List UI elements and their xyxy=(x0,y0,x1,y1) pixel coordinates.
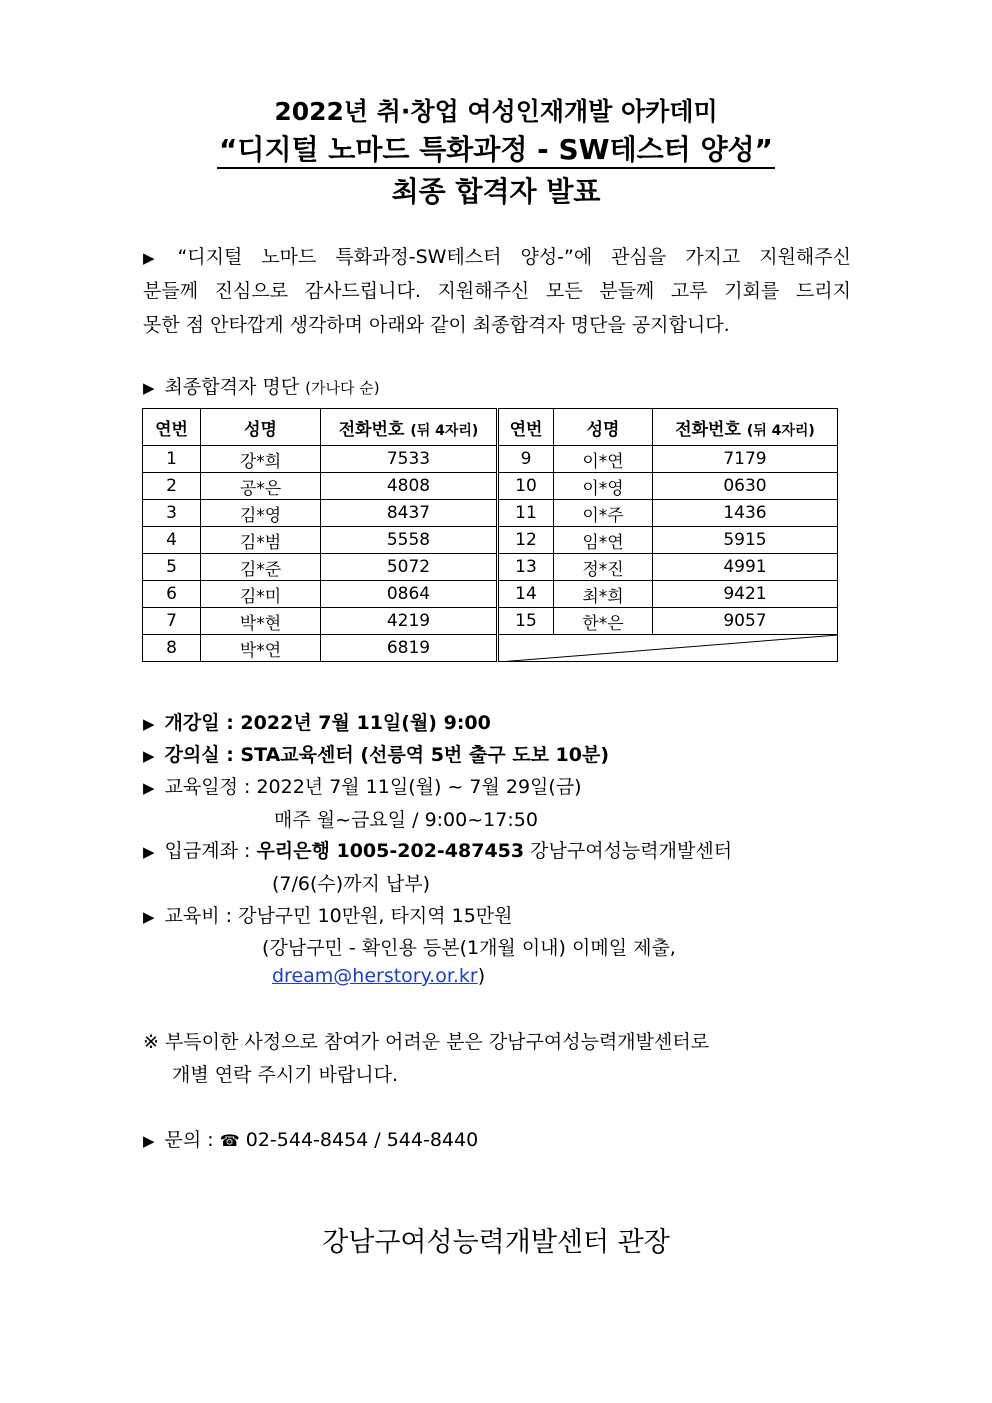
cell-phone: 9057 xyxy=(653,608,838,635)
contact xyxy=(143,1125,478,1152)
intro-line-2: 분들께 진심으로 감사드립니다. 지원해주신 모든 분들께 고루 기회를 드리지 xyxy=(143,280,851,302)
opening-text: 개강일 : 2022년 7월 11일(월) 9:00 xyxy=(164,712,491,734)
cell-phone: 5915 xyxy=(653,527,838,554)
empty-cell xyxy=(498,635,838,662)
cell-name: 정*진 xyxy=(554,554,653,581)
table-row xyxy=(143,581,838,608)
cell-phone: 8437 xyxy=(321,500,498,527)
cell-phone: 0630 xyxy=(653,473,838,500)
fee-email-close: ) xyxy=(477,965,486,987)
cell-name: 박*현 xyxy=(201,608,321,635)
cell-no: 5 xyxy=(143,554,201,581)
cell-phone: 7533 xyxy=(321,446,498,473)
cell-name: 공*은 xyxy=(201,473,321,500)
intro-paragraph xyxy=(143,240,851,342)
email-link[interactable]: dream@herstory.or.kr xyxy=(272,965,478,987)
account-holder: 강남구여성능력개발센터 xyxy=(524,840,733,862)
table-row xyxy=(143,635,838,662)
cell-no: 6 xyxy=(143,581,201,608)
cell-no: 15 xyxy=(498,608,554,635)
contact-numbers: 02-544-8454 / 544-8440 xyxy=(245,1129,479,1151)
col-header-no: 연번 xyxy=(143,409,201,446)
cell-name: 김*준 xyxy=(201,554,321,581)
title-line-1: 2022년 취·창업 여성인재개발 아카데미 xyxy=(274,97,718,126)
col-header-name: 성명 xyxy=(201,409,321,446)
col-header-phone: 전화번호 (뒤 4자리) xyxy=(653,409,838,446)
cell-no: 4 xyxy=(143,527,201,554)
table-row xyxy=(143,473,838,500)
notice-text-1: 부득이한 사정으로 참여가 어려운 분은 강남구여성능력개발센터로 xyxy=(164,1031,710,1053)
cell-phone: 1436 xyxy=(653,500,838,527)
col-header-name: 성명 xyxy=(554,409,653,446)
arrow-icon: ▶ xyxy=(143,747,155,765)
cell-phone: 5072 xyxy=(321,554,498,581)
cell-name: 박*연 xyxy=(201,635,321,662)
schedule-sub: 매주 월~금요일 / 9:00~17:50 xyxy=(274,809,538,831)
opening-date xyxy=(143,708,491,735)
account-number: 우리은행 1005-202-487453 xyxy=(256,840,525,862)
reference-mark-icon: ※ xyxy=(143,1031,159,1053)
cell-no: 2 xyxy=(143,473,201,500)
title-line-3: 최종 합격자 발표 xyxy=(391,175,601,208)
intro-line-1 xyxy=(143,240,851,274)
arrow-icon: ▶ xyxy=(143,715,155,733)
arrow-icon: ▶ xyxy=(143,379,155,397)
course-title: “디지털 노마드 특화과정 - SW테스터 양성” xyxy=(217,133,775,169)
arrow-icon: ▶ xyxy=(143,908,155,926)
account-sub: (7/6(수)까지 납부) xyxy=(272,873,431,895)
cell-no: 14 xyxy=(498,581,554,608)
cell-name: 임*연 xyxy=(554,527,653,554)
cell-no: 11 xyxy=(498,500,554,527)
table-row xyxy=(143,608,838,635)
table-row xyxy=(143,527,838,554)
cell-phone: 9421 xyxy=(653,581,838,608)
table-header-row xyxy=(143,409,838,446)
classroom xyxy=(143,740,609,767)
arrow-icon: ▶ xyxy=(143,249,168,267)
arrow-icon: ▶ xyxy=(143,1132,155,1150)
fee-email-line xyxy=(272,965,485,987)
cell-name: 김*범 xyxy=(201,527,321,554)
cell-name: 최*희 xyxy=(554,581,653,608)
schedule-label: 교육일정 : xyxy=(164,776,257,798)
cell-no: 3 xyxy=(143,500,201,527)
roster-table xyxy=(142,408,838,662)
table-row xyxy=(143,446,838,473)
fee-sub: (강남구민 - 확인용 등본(1개월 이내) 이메일 제출, xyxy=(262,937,676,959)
list-title: 최종합격자 명단 xyxy=(164,376,300,398)
cell-no: 10 xyxy=(498,473,554,500)
table-row xyxy=(143,500,838,527)
classroom-text: 강의실 : STA교육센터 (선릉역 5번 출구 도보 10분) xyxy=(164,744,610,766)
cell-no: 12 xyxy=(498,527,554,554)
notice-line-1 xyxy=(143,1027,709,1054)
col-header-phone: 전화번호 (뒤 4자리) xyxy=(321,409,498,446)
cell-no: 9 xyxy=(498,446,554,473)
cell-name: 이*연 xyxy=(554,446,653,473)
cell-phone: 6819 xyxy=(321,635,498,662)
list-heading xyxy=(143,372,380,399)
cell-name: 김*미 xyxy=(201,581,321,608)
cell-no: 1 xyxy=(143,446,201,473)
intro-text-1: “디지털 노마드 특화과정-SW테스터 양성-”에 관심을 가지고 지원해주신 xyxy=(177,246,851,268)
cell-name: 한*은 xyxy=(554,608,653,635)
col-header-no: 연번 xyxy=(498,409,554,446)
signature: 강남구여성능력개발센터 관장 xyxy=(322,1227,670,1258)
diagonal-line xyxy=(499,635,838,662)
schedule-value: 2022년 7월 11일(월) ~ 7월 29일(금) xyxy=(256,776,582,798)
intro-line-3: 못한 점 안타깝게 생각하며 아래와 같이 최종합격자 명단을 공지합니다. xyxy=(143,314,730,336)
cell-phone: 4991 xyxy=(653,554,838,581)
list-note: (가나다 순) xyxy=(305,379,380,397)
schedule xyxy=(143,772,582,799)
cell-name: 이*주 xyxy=(554,500,653,527)
cell-phone: 7179 xyxy=(653,446,838,473)
arrow-icon: ▶ xyxy=(143,843,155,861)
cell-name: 이*영 xyxy=(554,473,653,500)
cell-phone: 4808 xyxy=(321,473,498,500)
account-label: 입금계좌 : xyxy=(164,840,257,862)
cell-name: 강*희 xyxy=(201,446,321,473)
fee-text: 교육비 : 강남구민 10만원, 타지역 15만원 xyxy=(164,905,513,927)
contact-label: 문의 : xyxy=(164,1129,220,1151)
title-line-2 xyxy=(0,128,992,168)
cell-phone: 5558 xyxy=(321,527,498,554)
account xyxy=(143,836,732,863)
table-row xyxy=(143,554,838,581)
cell-no: 7 xyxy=(143,608,201,635)
fee xyxy=(143,901,513,928)
phone-icon: ☎ xyxy=(219,1131,240,1150)
arrow-icon: ▶ xyxy=(143,779,155,797)
cell-name: 김*영 xyxy=(201,500,321,527)
notice-line-2: 개별 연락 주시기 바랍니다. xyxy=(172,1064,399,1086)
cell-phone: 0864 xyxy=(321,581,498,608)
cell-phone: 4219 xyxy=(321,608,498,635)
cell-no: 13 xyxy=(498,554,554,581)
cell-no: 8 xyxy=(143,635,201,662)
